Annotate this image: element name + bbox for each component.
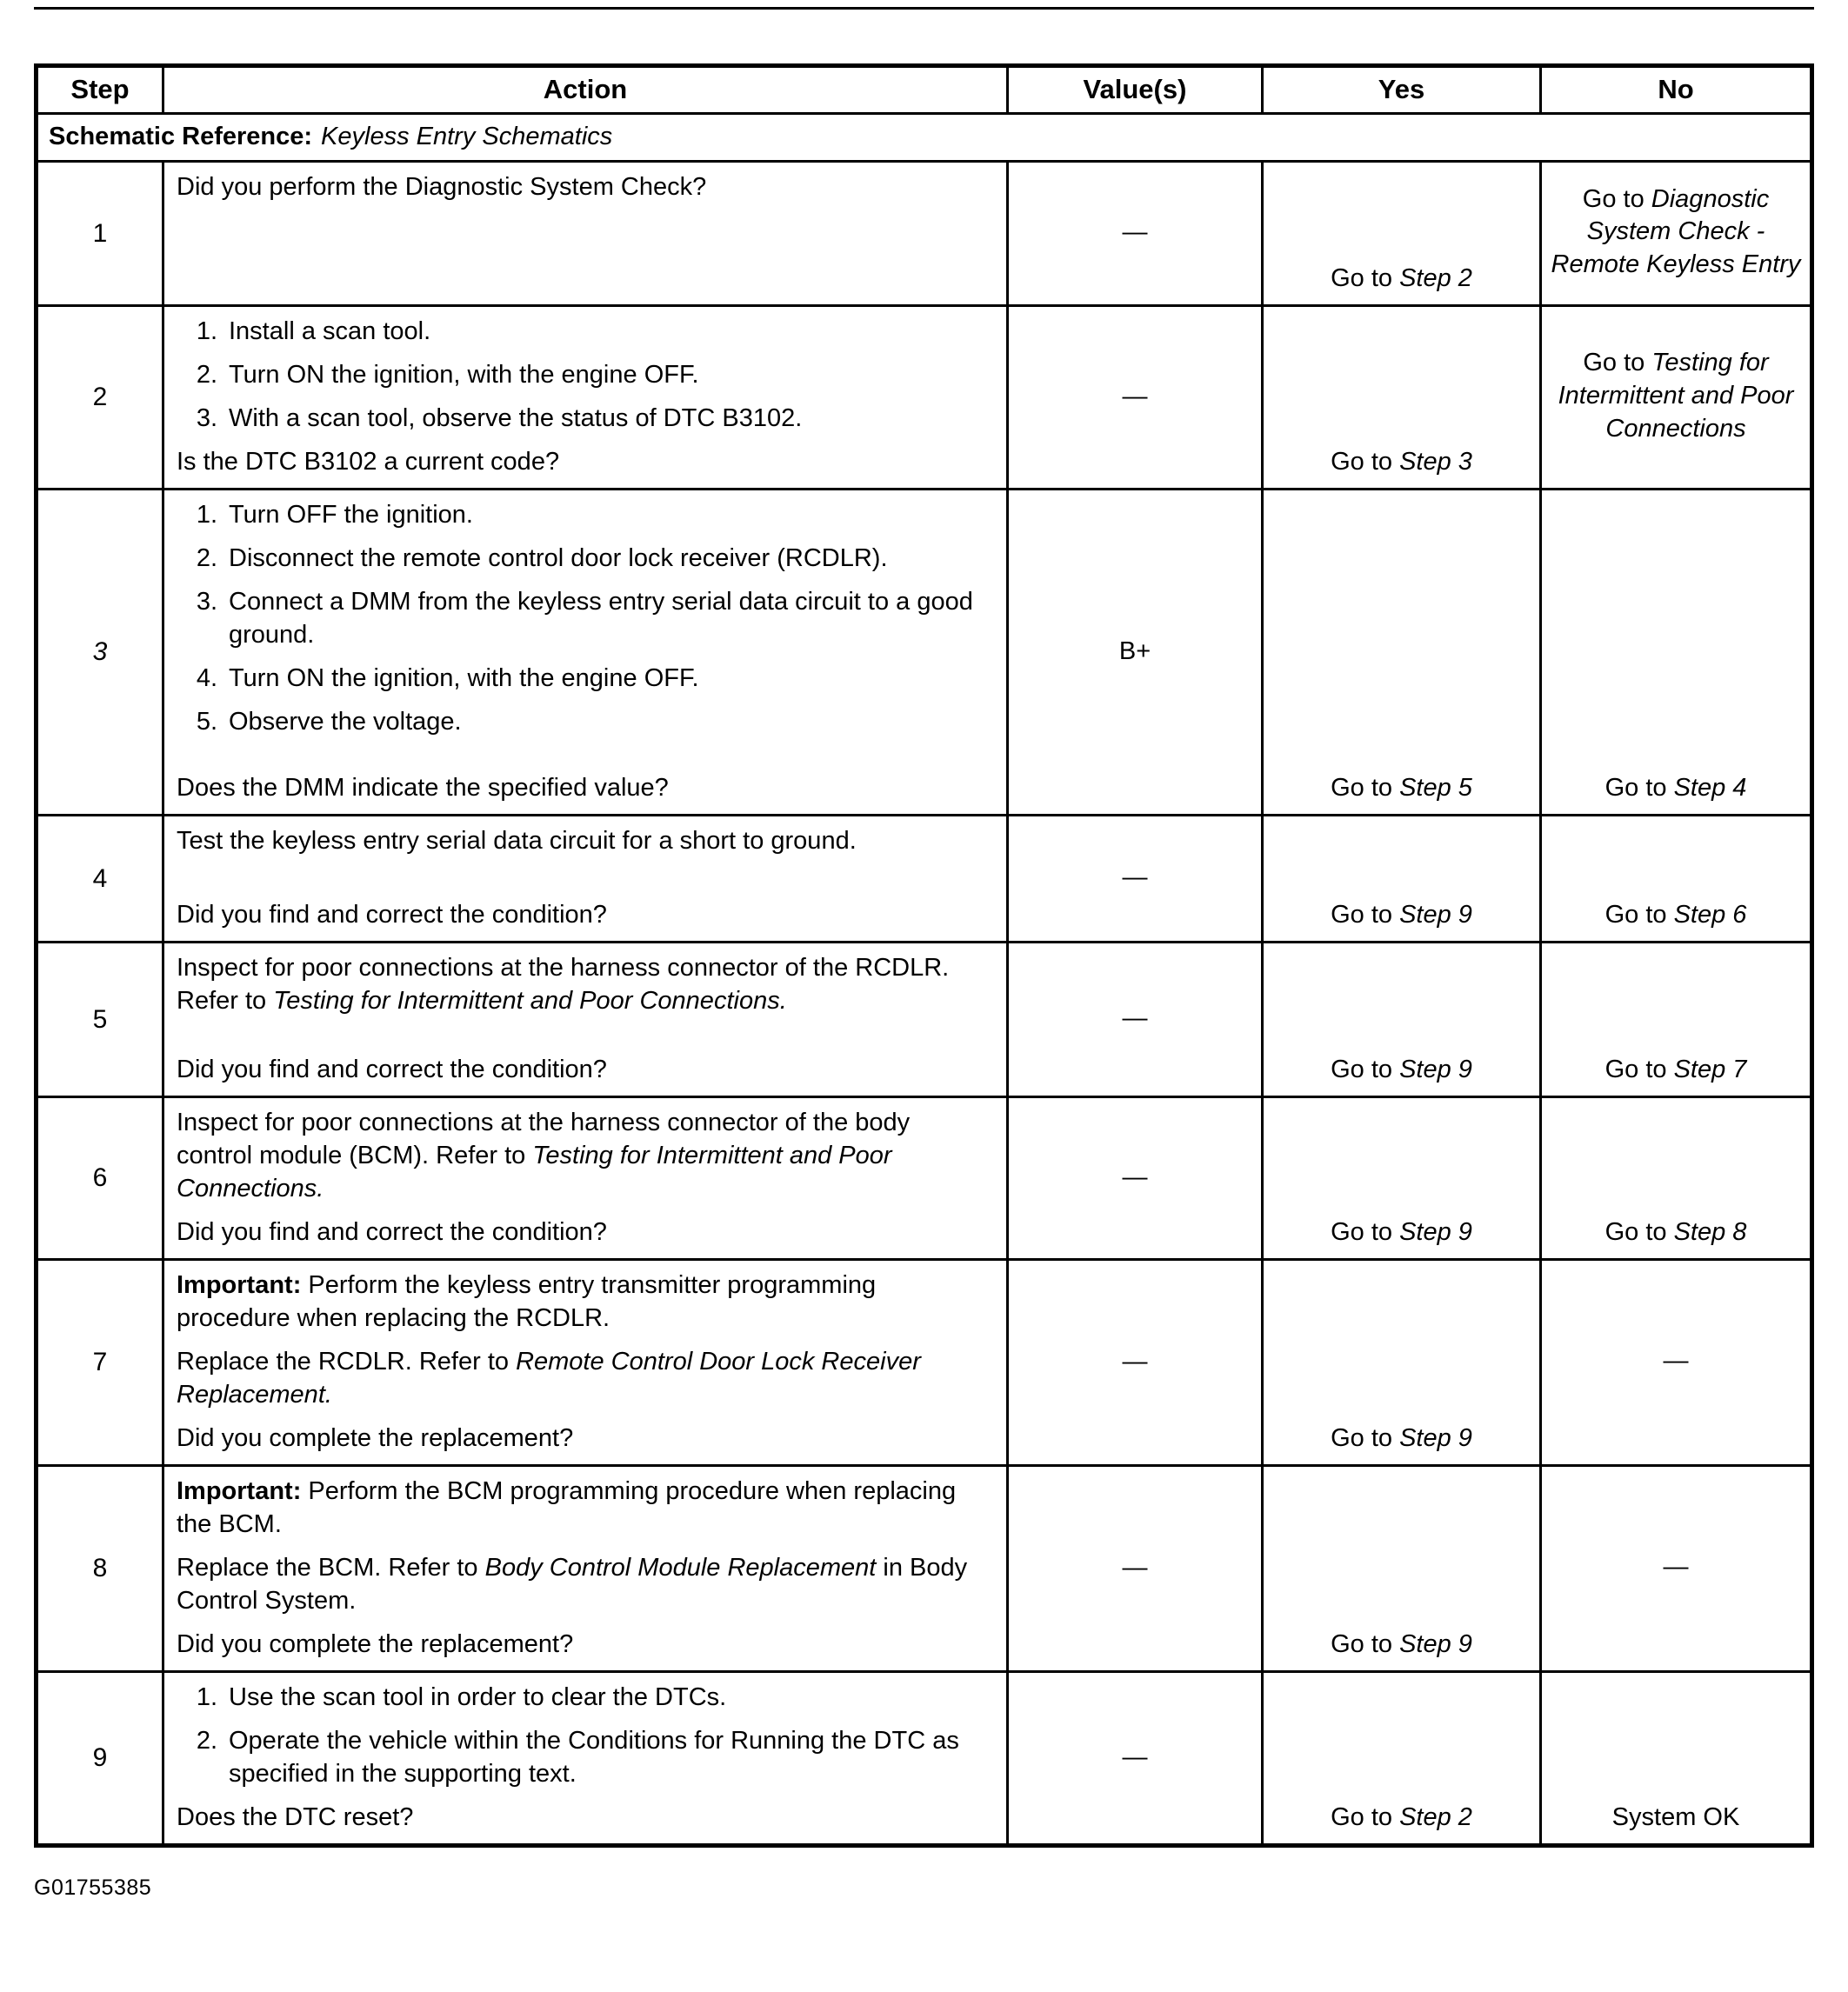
step-cell <box>38 943 164 1096</box>
action-question <box>177 446 992 479</box>
text-segment: Did you complete the replacement? <box>177 1629 574 1658</box>
list-number: 5. <box>196 707 217 736</box>
action-list-item <box>177 499 992 532</box>
no-text <box>1605 899 1747 932</box>
page-top-rule <box>34 7 1814 10</box>
list-text <box>229 316 992 349</box>
step-cell <box>38 163 164 304</box>
text-segment: Turn OFF the ignition. <box>229 500 473 529</box>
header-step: Step <box>38 68 164 112</box>
action-cell <box>164 490 1009 814</box>
value-text: — <box>1122 863 1148 892</box>
no-cell <box>1542 307 1810 488</box>
no-cell <box>1542 943 1810 1096</box>
text-segment: Step 3 <box>1399 447 1472 476</box>
text-segment: Testing for Intermittent and Poor Connections. <box>177 1141 892 1203</box>
step-number: 3 <box>92 637 108 667</box>
value-cell <box>1009 1467 1264 1670</box>
no-text <box>1605 772 1747 805</box>
action-list-item <box>177 586 992 652</box>
list-number: 2. <box>196 1726 217 1755</box>
step-cell <box>38 816 164 941</box>
text-segment: Go to <box>1331 773 1400 802</box>
step-number: 2 <box>92 383 108 412</box>
text-segment: Did you complete the replacement? <box>177 1423 574 1452</box>
text-segment: — <box>1663 1552 1689 1581</box>
list-text <box>229 663 992 696</box>
text-segment: Go to <box>1583 348 1652 376</box>
header-no: No <box>1658 74 1694 105</box>
text-segment: Go to <box>1604 900 1674 929</box>
figure-code: G01755385 <box>34 1875 152 1900</box>
action-paragraph <box>177 1269 992 1336</box>
action-paragraph <box>177 1346 992 1412</box>
no-text <box>1605 1216 1747 1249</box>
text-segment: Step 6 <box>1673 900 1747 929</box>
yes-text <box>1331 263 1472 296</box>
no-cell <box>1542 1673 1810 1843</box>
action-list-item <box>177 316 992 349</box>
text-segment: Go to <box>1331 1802 1400 1831</box>
action-cell <box>164 1673 1009 1843</box>
text-segment: Go to <box>1331 1055 1400 1083</box>
no-cell <box>1542 1098 1810 1258</box>
text-segment: in Body Control System. <box>177 1553 968 1615</box>
text-segment: Did you find and correct the condition? <box>177 900 607 929</box>
text-segment: Connect a DMM from the keyless entry serial data circuit to a good ground. <box>229 587 973 649</box>
list-number: 4. <box>196 663 217 692</box>
text-segment: Did you find and correct the condition? <box>177 1055 607 1083</box>
text-segment: Turn ON the ignition, with the engine OFF. <box>229 360 699 389</box>
yes-cell <box>1264 1673 1542 1843</box>
value-cell <box>1009 1098 1264 1258</box>
text-segment: Body Control Module Replacement <box>484 1553 877 1582</box>
text-segment: Go to <box>1604 1055 1674 1083</box>
text-segment: Inspect for poor connections at the harness connector of the RCDLR. Refer to <box>177 953 950 1015</box>
text-segment: Testing for Intermittent and Poor Connections. <box>273 986 787 1015</box>
text-segment: Step 4 <box>1673 773 1747 802</box>
list-text <box>229 359 992 392</box>
action-list-item <box>177 359 992 392</box>
no-text <box>1551 183 1801 283</box>
text-segment: Important: <box>177 1476 302 1505</box>
text-segment: Did you perform the Diagnostic System Check? <box>177 172 707 201</box>
no-cell <box>1542 163 1810 304</box>
text-segment: Go to <box>1331 264 1400 292</box>
table-row <box>38 1467 1810 1673</box>
header-values: Value(s) <box>1009 68 1264 112</box>
yes-cell <box>1264 163 1542 304</box>
action-question <box>177 772 992 805</box>
schematic-reference-cell <box>38 115 1810 160</box>
text-segment: Important: <box>177 1270 302 1299</box>
text-segment: Step 8 <box>1673 1217 1747 1246</box>
step-cell <box>38 1098 164 1258</box>
text-segment: Observe the voltage. <box>229 707 462 736</box>
text-segment: Step 2 <box>1399 1802 1472 1831</box>
list-text <box>229 403 992 436</box>
step-cell <box>38 307 164 488</box>
text-segment: Step 9 <box>1399 1423 1472 1452</box>
yes-cell <box>1264 490 1542 814</box>
list-number: 1. <box>196 1682 217 1711</box>
table-row <box>38 1261 1810 1467</box>
text-segment: Perform the BCM programming procedure when replacing the BCM. <box>177 1476 957 1538</box>
action-question <box>177 1422 992 1456</box>
text-segment: Operate the vehicle within the Conditions for Running the DTC as specified in the supporting text. <box>229 1726 959 1788</box>
yes-text <box>1331 772 1472 805</box>
value-text: — <box>1122 1347 1148 1376</box>
yes-text <box>1331 899 1472 932</box>
value-text: — <box>1122 218 1148 247</box>
text-segment: Go to <box>1331 1217 1400 1246</box>
table-row <box>38 943 1810 1098</box>
text-segment: Step 2 <box>1399 264 1472 292</box>
text-segment: Go to <box>1331 900 1400 929</box>
text-segment: Step 7 <box>1673 1055 1747 1083</box>
value-cell <box>1009 1261 1264 1464</box>
text-segment: Remote Control Door Lock Receiver Replacement. <box>177 1347 921 1409</box>
text-segment: Step 5 <box>1399 773 1472 802</box>
yes-cell <box>1264 1098 1542 1258</box>
schematic-reference-row <box>38 115 1810 163</box>
text-segment: Diagnostic System Check - Remote Keyless Entry <box>1551 184 1801 279</box>
action-list-item <box>177 1682 992 1715</box>
action-question <box>177 899 992 932</box>
list-number: 1. <box>196 500 217 529</box>
table-row <box>38 816 1810 943</box>
step-cell <box>38 1261 164 1464</box>
value-cell <box>1009 816 1264 941</box>
value-cell <box>1009 490 1264 814</box>
text-segment: Go to <box>1331 447 1400 476</box>
action-paragraph <box>177 1476 992 1542</box>
step-number: 9 <box>92 1743 108 1773</box>
no-text <box>1664 1345 1689 1378</box>
yes-cell <box>1264 1261 1542 1464</box>
value-text: B+ <box>1118 636 1151 665</box>
no-cell <box>1542 1261 1810 1464</box>
text-segment: Go to <box>1582 184 1651 213</box>
list-text <box>229 499 992 532</box>
table-row <box>38 1673 1810 1843</box>
step-number: 4 <box>92 863 108 893</box>
action-question <box>177 1216 992 1249</box>
text-segment: Perform the keyless entry transmitter programming procedure when replacing the RCDLR. <box>177 1270 877 1332</box>
step-number: 5 <box>92 1004 108 1034</box>
action-paragraph <box>177 825 992 858</box>
yes-cell <box>1264 816 1542 941</box>
value-text: — <box>1122 1553 1148 1582</box>
text-segment: Is the DTC B3102 a current code? <box>177 447 560 476</box>
header-action: Action <box>164 68 1009 112</box>
list-text <box>229 543 992 576</box>
text-segment: Install a scan tool. <box>229 316 431 345</box>
step-number: 6 <box>92 1163 108 1193</box>
no-cell <box>1542 1467 1810 1670</box>
text-segment: Go to <box>1604 773 1674 802</box>
text-segment: Testing for Intermittent and Poor Connections <box>1558 348 1794 443</box>
value-text: — <box>1122 382 1148 410</box>
step-cell <box>38 1467 164 1670</box>
action-cell <box>164 163 1009 304</box>
action-paragraph <box>177 952 992 1018</box>
text-segment: Go to <box>1331 1423 1400 1452</box>
yes-text <box>1331 446 1472 479</box>
text-segment: Test the keyless entry serial data circuit for a short to ground. <box>177 826 857 855</box>
value-text: — <box>1122 1742 1148 1771</box>
action-list-item <box>177 706 992 739</box>
step-cell <box>38 490 164 814</box>
yes-text <box>1331 1422 1472 1456</box>
table-row <box>38 163 1810 307</box>
value-cell <box>1009 943 1264 1096</box>
no-text <box>1551 347 1801 446</box>
list-number: 1. <box>196 316 217 345</box>
list-text <box>229 586 992 652</box>
action-list-item <box>177 543 992 576</box>
yes-text <box>1331 1802 1472 1835</box>
yes-text <box>1331 1629 1472 1662</box>
action-paragraph <box>177 1552 992 1618</box>
text-segment: Go to <box>1604 1217 1674 1246</box>
action-question <box>177 1629 992 1662</box>
action-paragraph <box>177 1107 992 1206</box>
action-cell <box>164 1098 1009 1258</box>
action-question <box>177 1802 992 1835</box>
schematic-reference-label: Schematic Reference: <box>49 123 313 150</box>
list-number: 3. <box>196 403 217 432</box>
action-list-item <box>177 403 992 436</box>
action-cell <box>164 943 1009 1096</box>
step-number: 8 <box>92 1554 108 1583</box>
action-paragraph <box>177 171 992 204</box>
value-cell <box>1009 1673 1264 1843</box>
action-cell <box>164 307 1009 488</box>
text-segment: Disconnect the remote control door lock receiver (RCDLR). <box>229 543 888 572</box>
no-text <box>1605 1054 1747 1087</box>
schematic-reference-value: Keyless Entry Schematics <box>321 123 613 150</box>
text-segment: With a scan tool, observe the status of DTC B3102. <box>229 403 803 432</box>
text-segment: Go to <box>1331 1629 1400 1658</box>
list-text <box>229 706 992 739</box>
step-number: 1 <box>92 218 108 248</box>
no-cell <box>1542 816 1810 941</box>
yes-cell <box>1264 307 1542 488</box>
no-text <box>1664 1551 1689 1584</box>
text-segment: Did you find and correct the condition? <box>177 1217 607 1246</box>
text-segment: Replace the RCDLR. Refer to <box>177 1347 517 1376</box>
list-number: 2. <box>196 360 217 389</box>
table-header-row <box>38 68 1810 115</box>
text-segment: Step 9 <box>1399 900 1472 929</box>
text-segment: Does the DTC reset? <box>177 1802 414 1831</box>
action-cell <box>164 1467 1009 1670</box>
value-text: — <box>1122 1163 1148 1191</box>
list-number: 2. <box>196 543 217 572</box>
text-segment: Step 9 <box>1399 1629 1472 1658</box>
list-text <box>229 1725 992 1791</box>
diagnostic-table <box>34 63 1814 1848</box>
text-segment: Turn ON the ignition, with the engine OFF. <box>229 663 699 692</box>
action-list-item <box>177 1725 992 1791</box>
header-yes: Yes <box>1264 68 1542 112</box>
yes-cell <box>1264 1467 1542 1670</box>
value-cell <box>1009 163 1264 304</box>
list-number: 3. <box>196 587 217 616</box>
yes-text <box>1331 1216 1472 1249</box>
text-segment: Does the DMM indicate the specified value? <box>177 773 669 802</box>
step-cell <box>38 1673 164 1843</box>
no-cell <box>1542 490 1810 814</box>
text-segment: System OK <box>1611 1802 1740 1831</box>
action-question <box>177 1054 992 1087</box>
text-segment: — <box>1663 1346 1689 1375</box>
list-text <box>229 1682 992 1715</box>
table-row <box>38 307 1810 490</box>
step-number: 7 <box>92 1348 108 1377</box>
no-text <box>1612 1802 1740 1835</box>
text-segment: Replace the BCM. Refer to <box>177 1553 485 1582</box>
yes-text <box>1331 1054 1472 1087</box>
action-cell <box>164 1261 1009 1464</box>
value-cell <box>1009 307 1264 488</box>
action-cell <box>164 816 1009 941</box>
text-segment: Step 9 <box>1399 1217 1472 1246</box>
text-segment: Step 9 <box>1399 1055 1472 1083</box>
text-segment: Use the scan tool in order to clear the DTCs. <box>229 1682 727 1711</box>
value-text: — <box>1122 1004 1148 1033</box>
action-list-item <box>177 663 992 696</box>
table-row <box>38 1098 1810 1261</box>
table-row <box>38 490 1810 816</box>
yes-cell <box>1264 943 1542 1096</box>
text-segment: Inspect for poor connections at the harness connector of the body control module (BCM). Refer to <box>177 1108 911 1169</box>
